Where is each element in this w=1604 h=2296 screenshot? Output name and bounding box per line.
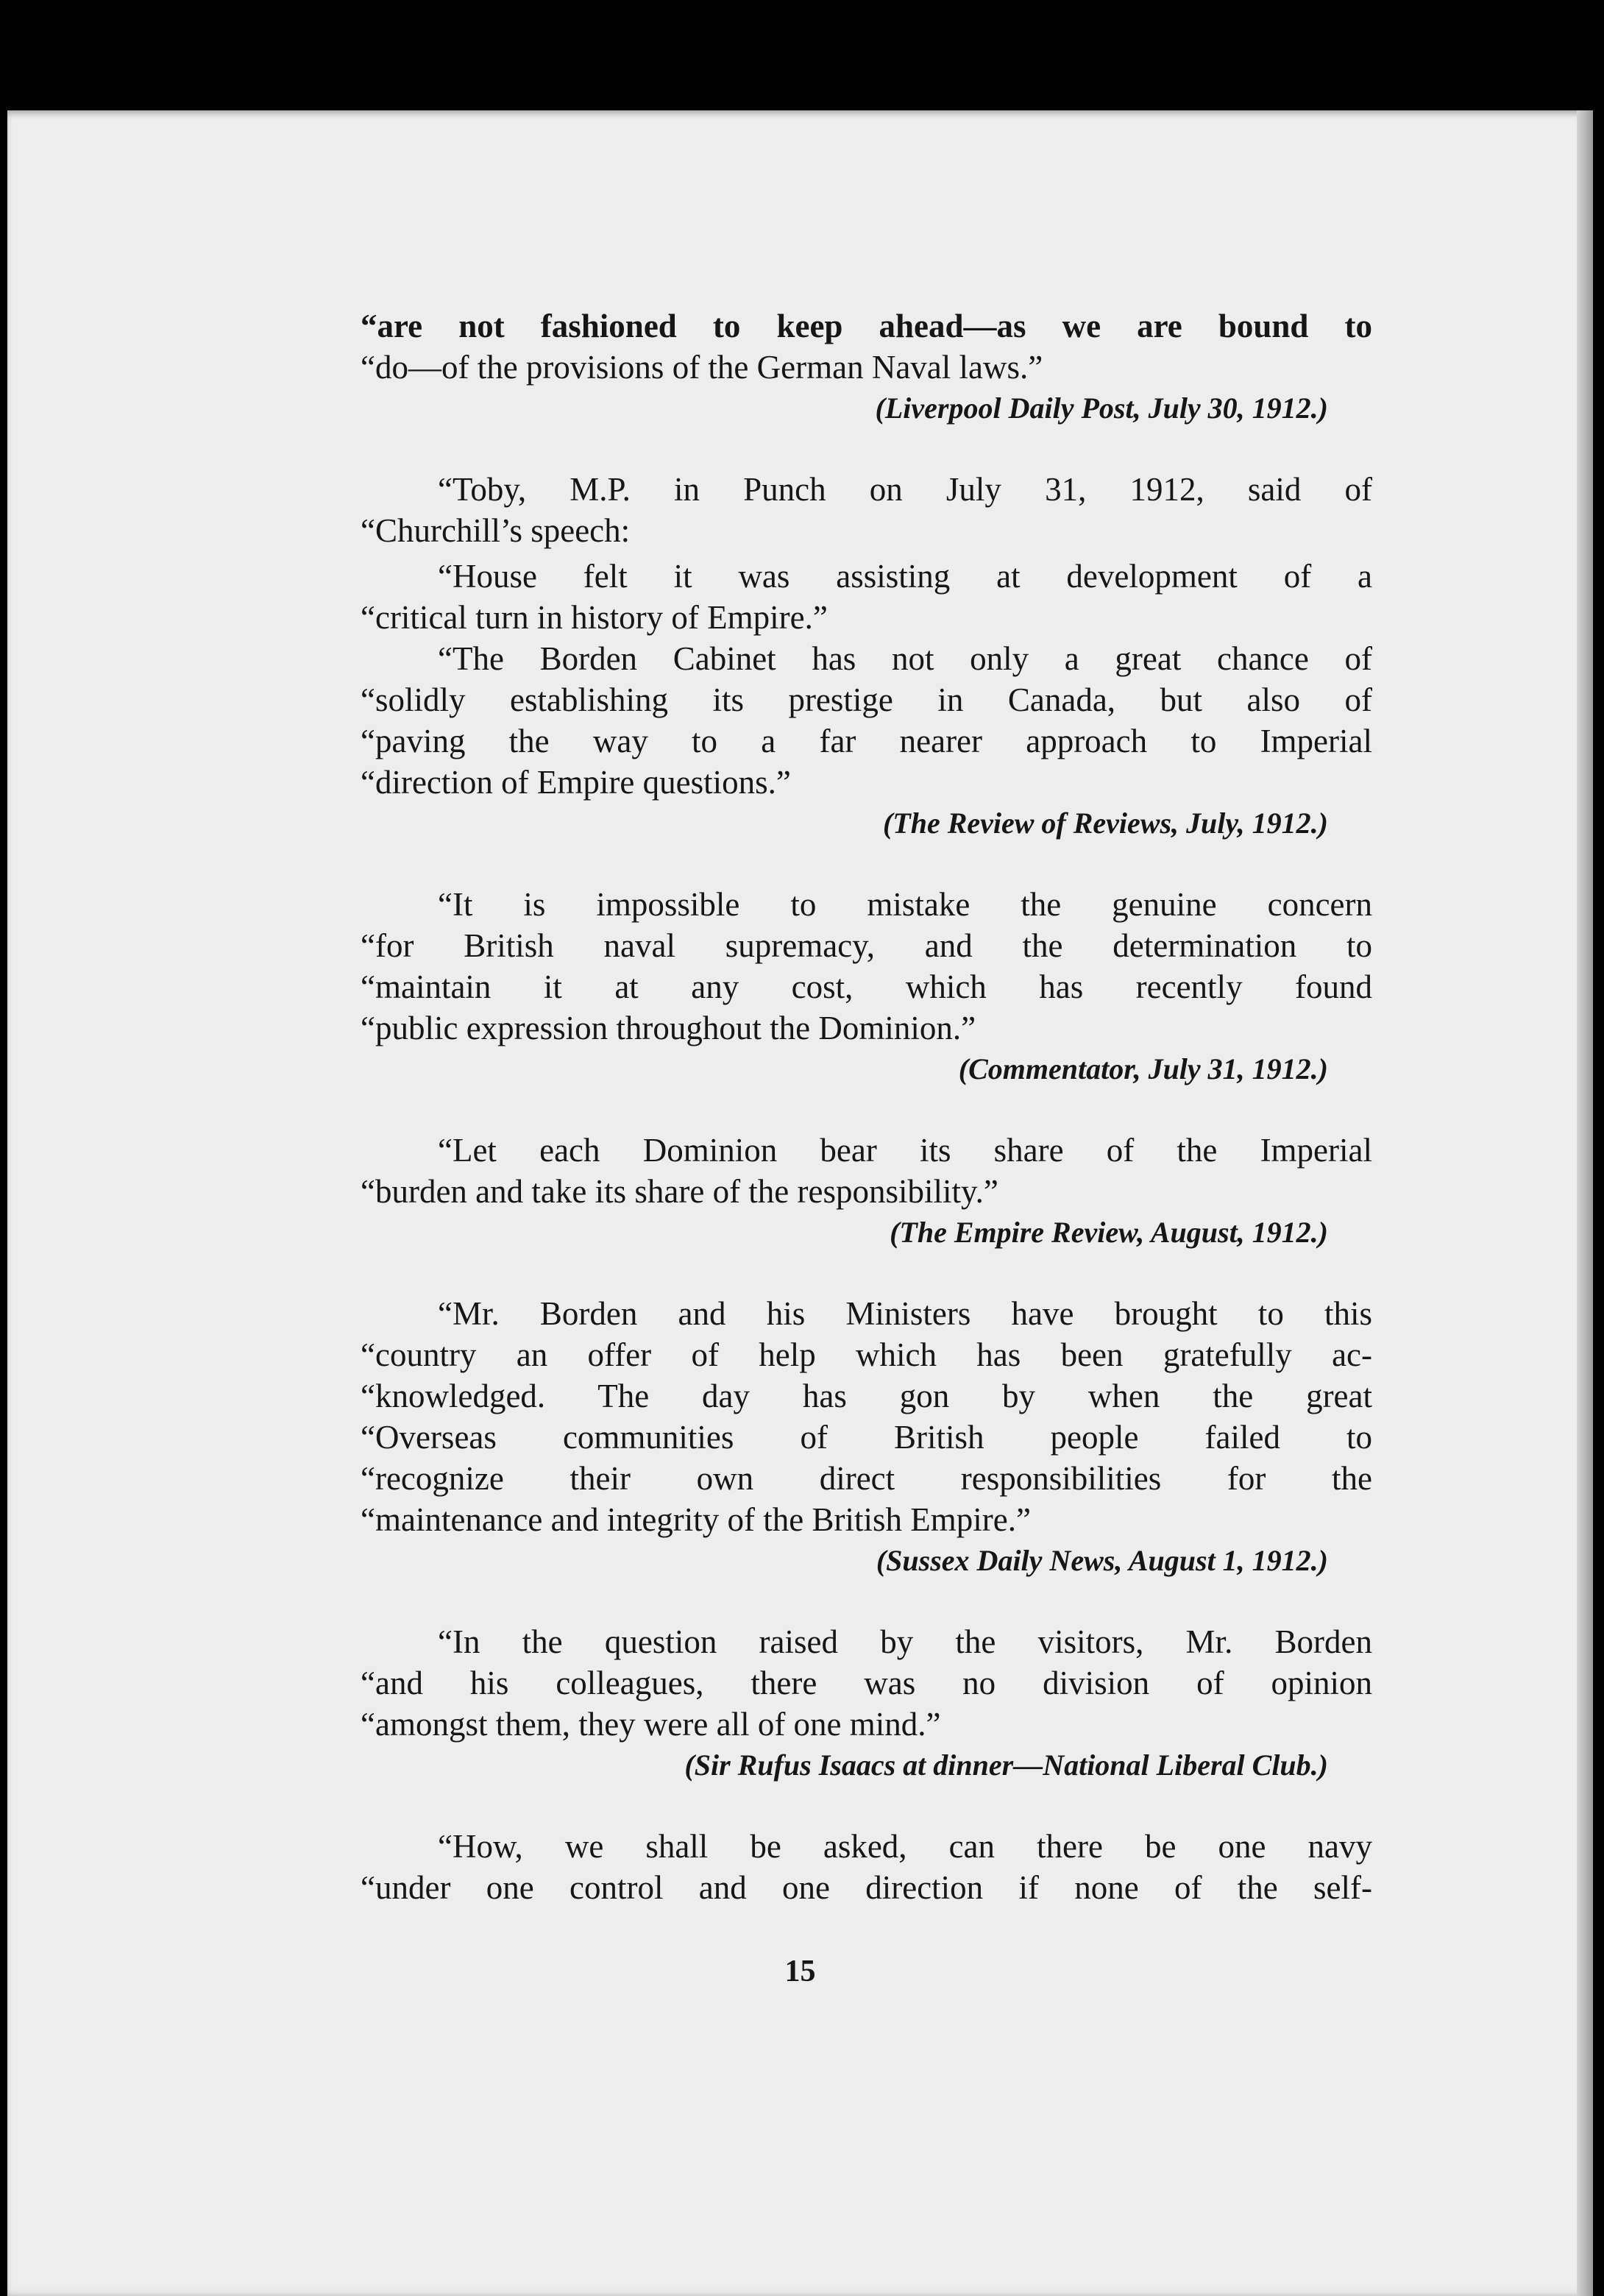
quote-line: “critical turn in history of Empire.” (361, 599, 828, 636)
source-citation: (The Empire Review, August, 1912.) (890, 1216, 1328, 1249)
quote-source (361, 388, 1372, 429)
quote-source (361, 1745, 1372, 1786)
quote-block-rufus-isaacs (361, 1621, 1372, 1786)
quote-line: “do—of the provisions of the German Naval laws.” (361, 349, 1043, 386)
quote-line: “maintenance and integrity of the British Empire.” (361, 1501, 1031, 1538)
quote-line: “maintain it at any cost, which has recently found (361, 968, 1372, 1005)
quote-line: “solidly establishing its prestige in Canada, but also of (361, 681, 1372, 718)
quote-source (361, 803, 1372, 844)
quote-line: “paving the way to a far nearer approach to Imperial (361, 723, 1372, 759)
source-citation: (Sir Rufus Isaacs at dinner—National Liberal Club.) (684, 1748, 1328, 1782)
quote-line: “and his colleagues, there was no division of opinion (361, 1665, 1372, 1701)
quote-block-sussex (361, 1293, 1372, 1581)
source-citation: (Commentator, July 31, 1912.) (958, 1052, 1328, 1085)
quote-line: “Churchill’s speech: (361, 512, 631, 549)
quote-line: “for British naval supremacy, and the determination to (361, 927, 1372, 964)
quote-line: “country an offer of help which has been gratefully ac- (361, 1336, 1372, 1373)
page-number: 15 (784, 1955, 816, 1988)
page-content (361, 305, 1372, 1908)
quote-source (361, 1049, 1372, 1090)
quote-line: “The Borden Cabinet has not only a great chance of (438, 640, 1372, 677)
quote-line: “amongst them, they were all of one mind.” (361, 1706, 941, 1743)
quote-line: “Toby, M.P. in Punch on July 31, 1912, said of (438, 471, 1372, 508)
quote-block-liverpool (361, 305, 1372, 429)
source-citation: (Sussex Daily News, August 1, 1912.) (876, 1544, 1328, 1577)
quote-line: “It is impossible to mistake the genuine concern (438, 886, 1372, 923)
quote-source (361, 1212, 1372, 1253)
quote-line: “How, we shall be asked, can there be one navy (438, 1828, 1372, 1865)
quote-block-review-of-reviews (361, 469, 1372, 844)
source-citation: (The Review of Reviews, July, 1912.) (882, 807, 1328, 840)
quote-line: “are not fashioned to keep ahead—as we are bound to (361, 308, 1372, 344)
quote-line: “Let each Dominion bear its share of the Imperial (438, 1132, 1372, 1169)
quote-line: “House felt it was assisting at development of a (438, 558, 1372, 595)
quote-block-empire-review (361, 1130, 1372, 1253)
quote-line: “burden and take its share of the responsibility.” (361, 1173, 998, 1210)
source-citation: (Liverpool Daily Post, July 30, 1912.) (875, 391, 1328, 425)
quote-block-one-navy (361, 1826, 1372, 1908)
scanned-page (7, 110, 1593, 2296)
quote-line: “direction of Empire questions.” (361, 764, 791, 801)
quote-line: “In the question raised by the visitors, Mr. Borden (438, 1623, 1372, 1660)
quote-block-commentator (361, 884, 1372, 1090)
quote-line: “Overseas communities of British people failed to (361, 1419, 1372, 1456)
quote-source (361, 1540, 1372, 1581)
quote-line: “Mr. Borden and his Ministers have brought to this (438, 1295, 1372, 1332)
quote-line: “public expression throughout the Dominion.” (361, 1010, 976, 1046)
quote-line: “recognize their own direct responsibilities for the (361, 1460, 1372, 1497)
quote-line: “knowledged. The day has gon by when the great (361, 1378, 1372, 1414)
quote-line: “under one control and one direction if none of the self- (361, 1869, 1372, 1906)
